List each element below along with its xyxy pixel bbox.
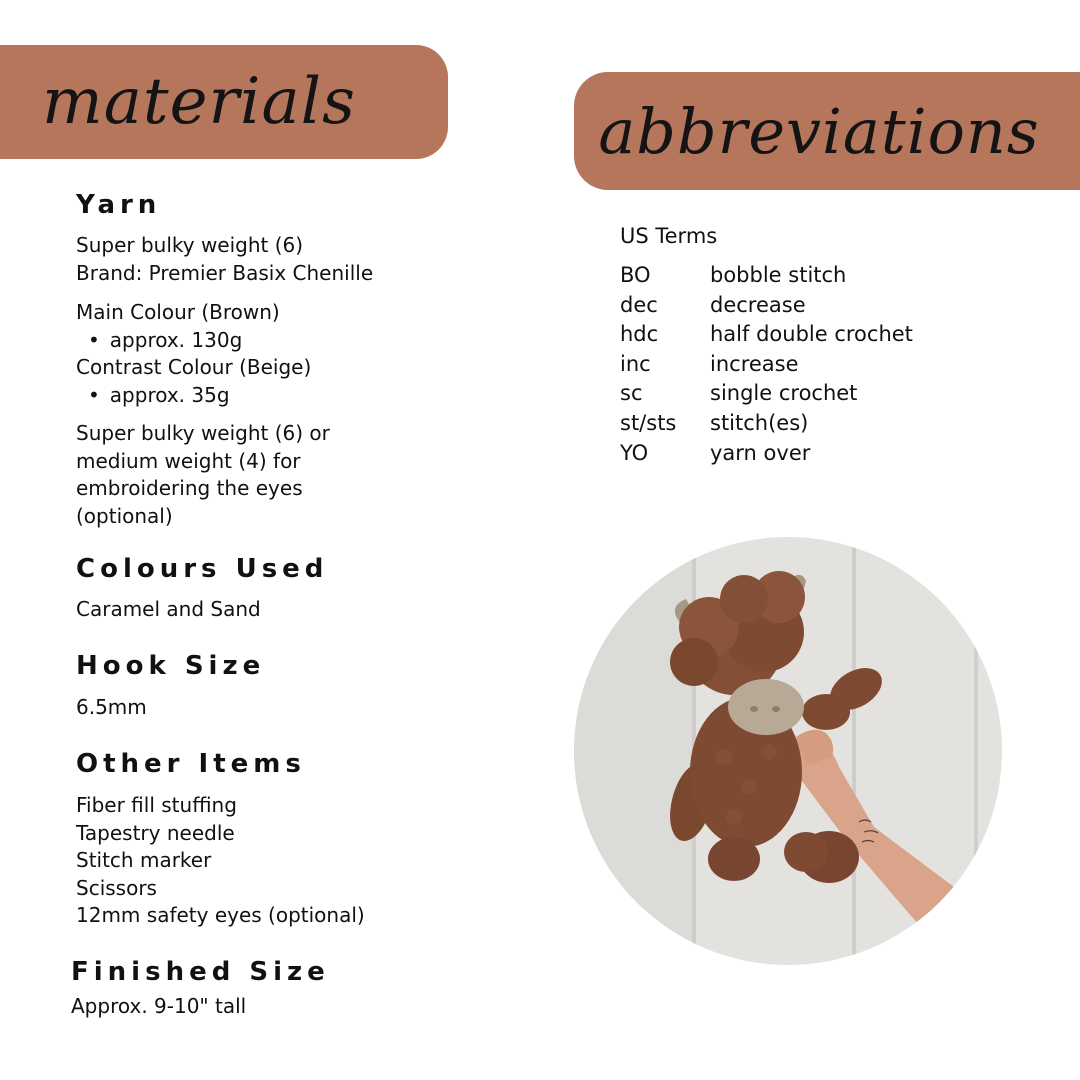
materials-banner (0, 45, 448, 159)
eyes-line: (optional) (76, 503, 173, 528)
other-items-list (76, 792, 365, 930)
abbreviation-code: sc (620, 381, 643, 406)
yarn-heading: Yarn (76, 190, 162, 220)
finished-size-heading: Finished Size (71, 957, 330, 987)
abbreviation-meaning: increase (710, 351, 799, 376)
abbreviation-meaning: yarn over (710, 440, 811, 465)
abbreviation-meaning: decrease (710, 292, 806, 317)
list-item: Stitch marker (76, 848, 212, 872)
colours-heading: Colours Used (76, 554, 329, 584)
crochet-cow-photo (574, 537, 1002, 965)
main-colour-amount: • approx. 130g (76, 327, 311, 355)
abbreviation-code: BO (620, 263, 651, 287)
list-item: Scissors (76, 875, 157, 900)
highland-cow-illustration (574, 537, 1002, 965)
abbreviations-list (620, 261, 913, 468)
materials-title: materials (42, 65, 356, 139)
other-items-heading: Other Items (76, 749, 306, 779)
abbreviation-row (620, 409, 913, 439)
abbreviation-meaning: stitch(es) (710, 410, 809, 435)
list-item: Tapestry needle (76, 820, 235, 845)
abbreviation-row (620, 261, 913, 291)
main-colour: Main Colour (Brown) (76, 300, 280, 324)
yarn-colours (76, 299, 311, 409)
finished-size-value: Approx. 9-10" tall (71, 994, 247, 1018)
abbreviations-title: abbreviations (598, 94, 1040, 168)
contrast-colour-amount: • approx. 35g (76, 382, 311, 410)
eyes-line: Super bulky weight (6) or (76, 421, 330, 445)
eyes-line: embroidering the eyes (76, 476, 303, 500)
abbreviation-meaning: half double crochet (710, 322, 913, 347)
list-item: Fiber fill stuffing (76, 793, 237, 817)
yarn-weight: Super bulky weight (6) (76, 233, 304, 257)
eyes-yarn-note (76, 420, 330, 530)
hook-heading: Hook Size (76, 651, 266, 681)
yarn-details (76, 232, 373, 287)
abbreviation-row (620, 439, 913, 469)
yarn-brand: Brand: Premier Basix Chenille (76, 260, 374, 285)
abbreviation-code: inc (620, 351, 651, 376)
abbreviation-row (620, 320, 913, 350)
abbreviation-meaning: bobble stitch (710, 263, 847, 287)
abbreviation-code: dec (620, 292, 658, 317)
abbreviation-row (620, 291, 913, 321)
abbreviation-row (620, 379, 913, 409)
abbreviation-code: YO (620, 440, 649, 465)
list-item: 12mm safety eyes (optional) (76, 903, 365, 927)
abbreviation-row (620, 350, 913, 380)
us-terms-label: US Terms (620, 224, 718, 248)
hook-value: 6.5mm (76, 695, 147, 719)
abbreviation-code: st/sts (620, 410, 677, 435)
abbreviation-meaning: single crochet (710, 381, 858, 406)
abbreviation-code: hdc (620, 322, 659, 347)
eyes-line: medium weight (4) for (76, 448, 301, 473)
contrast-colour: Contrast Colour (Beige) (76, 355, 312, 379)
colours-value: Caramel and Sand (76, 597, 261, 621)
abbreviations-banner (574, 72, 1080, 190)
